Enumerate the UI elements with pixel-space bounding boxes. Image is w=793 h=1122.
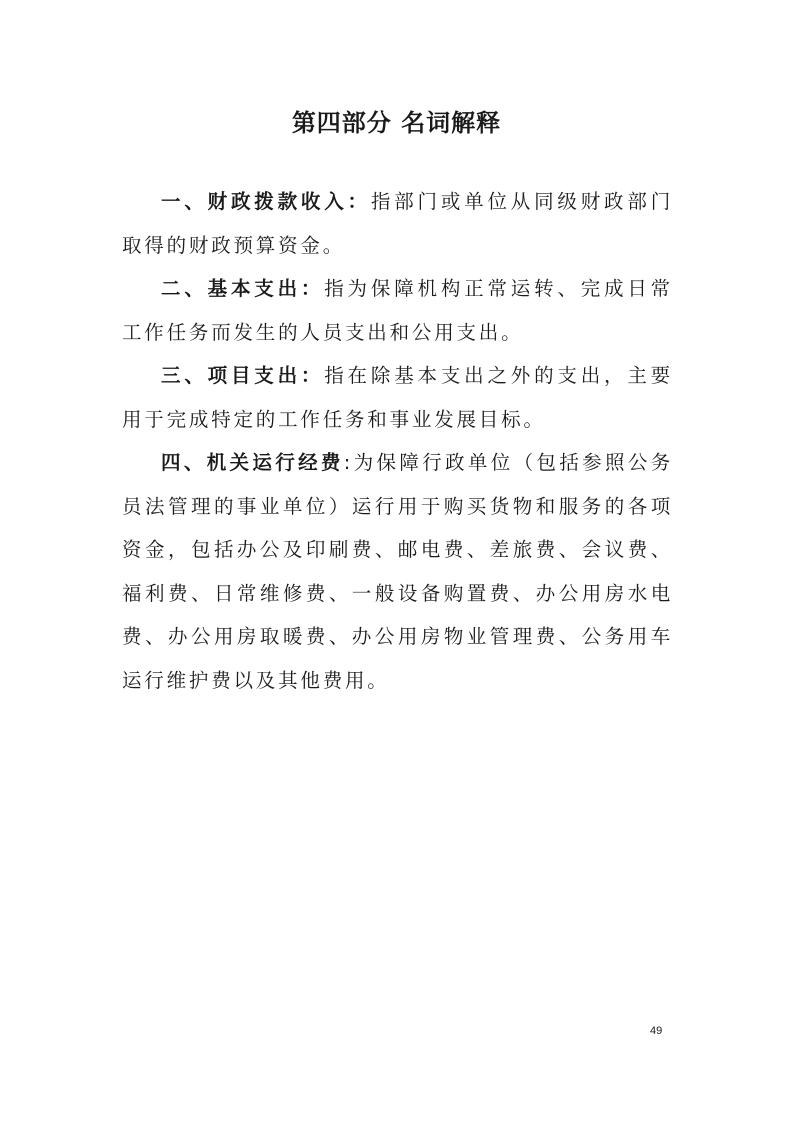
definition-term: 三、项目支出： (161, 364, 325, 387)
definition-text: 指部门或单位从同级财政部门取得的财政预算资金。 (122, 190, 673, 257)
page-number: 49 (650, 1025, 663, 1037)
definition-term: 四、机关运行经费 (161, 451, 344, 474)
definition-text: 指为保障机构正常运转、完成日常工作任务而发生的人员支出和公用支出。 (122, 277, 673, 344)
document-body (122, 180, 673, 702)
definition-text: 指在除基本支出之外的支出，主要用于完成特定的工作任务和事业发展目标。 (122, 364, 673, 431)
definition-paragraph (122, 354, 673, 441)
definition-text: :为保障行政单位（包括参照公务员法管理的事业单位）运行用于购买货物和服务的各项资金，包括办公及印刷费、邮电费、差旅费、会议费、福利费、日常维修费、一般设备购置费、办公用房水电费、办公用房取暖费、办公用房物业管理费、公务用车运行维护费以及其他费用。 (122, 451, 673, 692)
definition-paragraph (122, 441, 673, 702)
page-title: 第四部分 名词解释 (291, 109, 502, 137)
definition-term: 二、基本支出： (161, 277, 325, 300)
definition-paragraph (122, 180, 673, 267)
definition-paragraph (122, 267, 673, 354)
definition-term: 一、财政拨款收入： (161, 190, 371, 213)
